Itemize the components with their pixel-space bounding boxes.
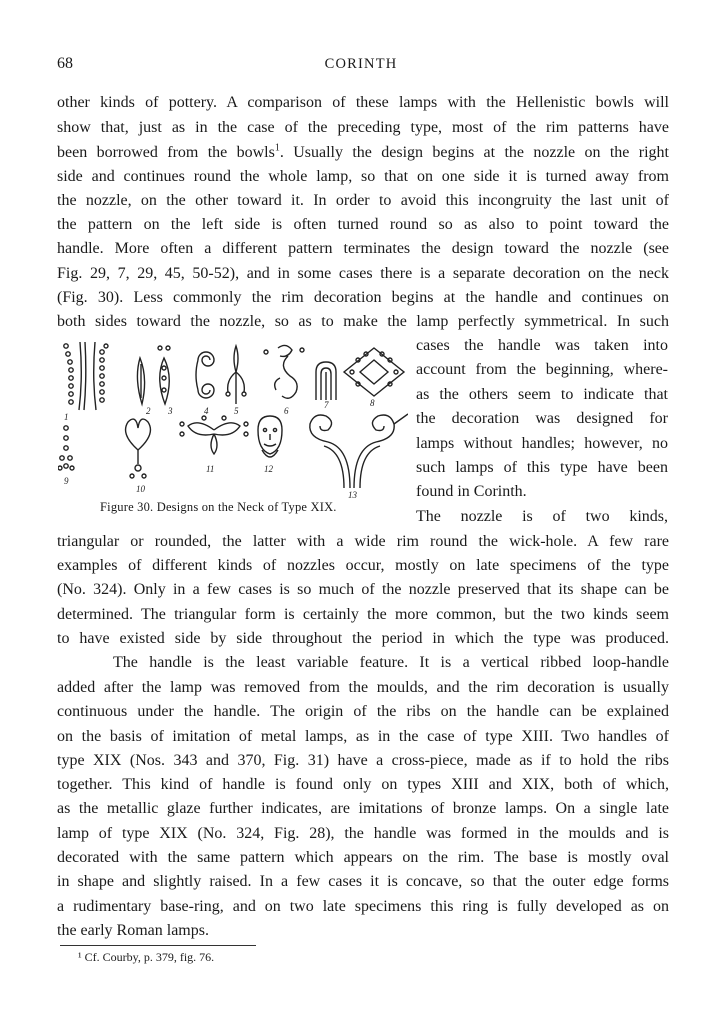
design-12-mask <box>258 416 282 457</box>
design-4-double-spiral <box>196 352 214 398</box>
fig-number: 5 <box>234 406 239 416</box>
text-line: account from the beginning, where- <box>416 361 668 378</box>
fig-number: 3 <box>168 406 173 416</box>
text-line: the nozzle, on the other toward it. In order to avoid this incongruity the last unit of <box>57 192 669 209</box>
fig-number: 4 <box>204 406 209 416</box>
figure-30-neck-designs <box>58 338 408 510</box>
text-line: decorated with the same pattern which appears on the rim. The base is mostly oval <box>57 849 669 866</box>
text-line: in shape and slightly raised. In a few cases it is concave, so that the outer edge forms <box>57 873 669 890</box>
text-line: added after the lamp was removed from the moulds, and the rim decoration is usually <box>57 679 669 696</box>
text-line: examples of different kinds of nozzles occur, mostly on late specimens of the type <box>57 557 669 574</box>
design-13-volutes <box>310 414 408 488</box>
fig-number: 2 <box>146 406 151 416</box>
text-line: show that, just as in the case of the preceding type, most of the rim patterns have <box>57 119 669 136</box>
text-line <box>57 142 669 164</box>
design-8-diamond <box>344 348 404 396</box>
figure-caption: Figure 30. Designs on the Neck of Type XIX. <box>100 500 337 514</box>
design-10-heart <box>126 419 151 478</box>
fig-number: 12 <box>264 464 273 474</box>
fig-number: 9 <box>64 476 69 486</box>
text-line: type XIX (Nos. 343 and 370, Fig. 31) have a cross-piece, made as if to hold the ribs <box>57 752 669 769</box>
fig-number: 1 <box>64 412 69 422</box>
text-line: both sides toward the nozzle, so as to make the lamp perfectly symmetrical. In such <box>57 313 669 330</box>
text-line: Fig. 29, 7, 29, 45, 50-52), and in some cases there is a separate decoration on the neck <box>57 265 669 282</box>
text-line: The nozzle is of two kinds, <box>416 508 668 525</box>
text-line: (Fig. 30). Less commonly the rim decoration begins at the handle and continues on <box>57 289 669 306</box>
design-7-ribbed <box>316 362 336 400</box>
fig-number: 13 <box>348 490 357 500</box>
fig-number: 6 <box>284 406 289 416</box>
design-6-scroll <box>264 345 304 398</box>
text-line: to have existed side by side throughout the period in which the type was produced. <box>57 630 669 647</box>
design-11-bow <box>180 416 248 454</box>
text-line: the early Roman lamps. <box>57 922 209 939</box>
design-1-beaded-border <box>64 342 108 410</box>
fig-number: 8 <box>370 398 375 408</box>
text-line: handle. More often a different pattern terminates the design toward the nozzle (see <box>57 240 669 257</box>
text-line: (No. 324). Only in a few cases is so much of the nozzle preserved that its shape can be <box>57 581 669 598</box>
text-line: the pattern on the left side is often turned round so as also to point toward the <box>57 216 669 233</box>
text-line: a rudimentary base-ring, and on two late specimens this ring is fully developed as on <box>57 898 669 915</box>
footnote-ref: 1 <box>274 142 280 154</box>
design-3-leaf <box>158 346 170 404</box>
text-span: . Usually the design begins at the nozzle on the right <box>279 144 669 161</box>
design-9-dots <box>58 426 74 470</box>
text-line: lamps without handles; however, no <box>416 435 668 452</box>
text-line: The handle is the least variable feature. It is a vertical ribbed loop-handle <box>113 654 669 671</box>
text-line: continuous under the handle. The origin of the ribs on the handle can be explained <box>57 703 669 720</box>
design-5-lily <box>226 346 246 404</box>
text-line: triangular or rounded, the latter with a wide rim round the wick-hole. A few rare <box>57 533 669 550</box>
text-span: been borrowed from the bowls <box>57 144 275 161</box>
text-line: such lamps of this type have been <box>416 459 668 476</box>
text-line: found in Corinth. <box>416 483 527 500</box>
text-line: lamp of type XIX (No. 324, Fig. 28), the handle was formed in the moulds and is <box>57 825 669 842</box>
text-line: together. This kind of handle is found only on types XIII and XIX, both of which, <box>57 776 669 793</box>
text-line: on the basis of imitation of metal lamps, as in the case of type XIII. Two handles of <box>57 728 669 745</box>
text-line: as the others seem to indicate that <box>416 386 668 403</box>
text-line: side and continues round the whole lamp, so that on one side it is turned away from <box>57 168 669 185</box>
footnote: ¹ Cf. Courby, p. 379, fig. 76. <box>78 950 215 964</box>
text-line: determined. The triangular form is certainly the more common, but the two kinds seem <box>57 606 669 623</box>
fig-number: 10 <box>136 484 145 494</box>
text-line: other kinds of pottery. A comparison of these lamps with the Hellenistic bowls will <box>57 94 669 111</box>
text-line: as the metallic glaze further indicates, are imitations of bronze lamps. On a single late <box>57 800 669 817</box>
running-title: CORINTH <box>324 56 398 72</box>
footnote-rule <box>60 945 256 946</box>
text-line: the decoration was designed for <box>416 410 668 427</box>
fig-number: 7 <box>324 400 329 410</box>
page-number: 68 <box>57 55 73 72</box>
fig-number: 11 <box>206 464 215 474</box>
text-line: cases the handle was taken into <box>416 337 668 354</box>
